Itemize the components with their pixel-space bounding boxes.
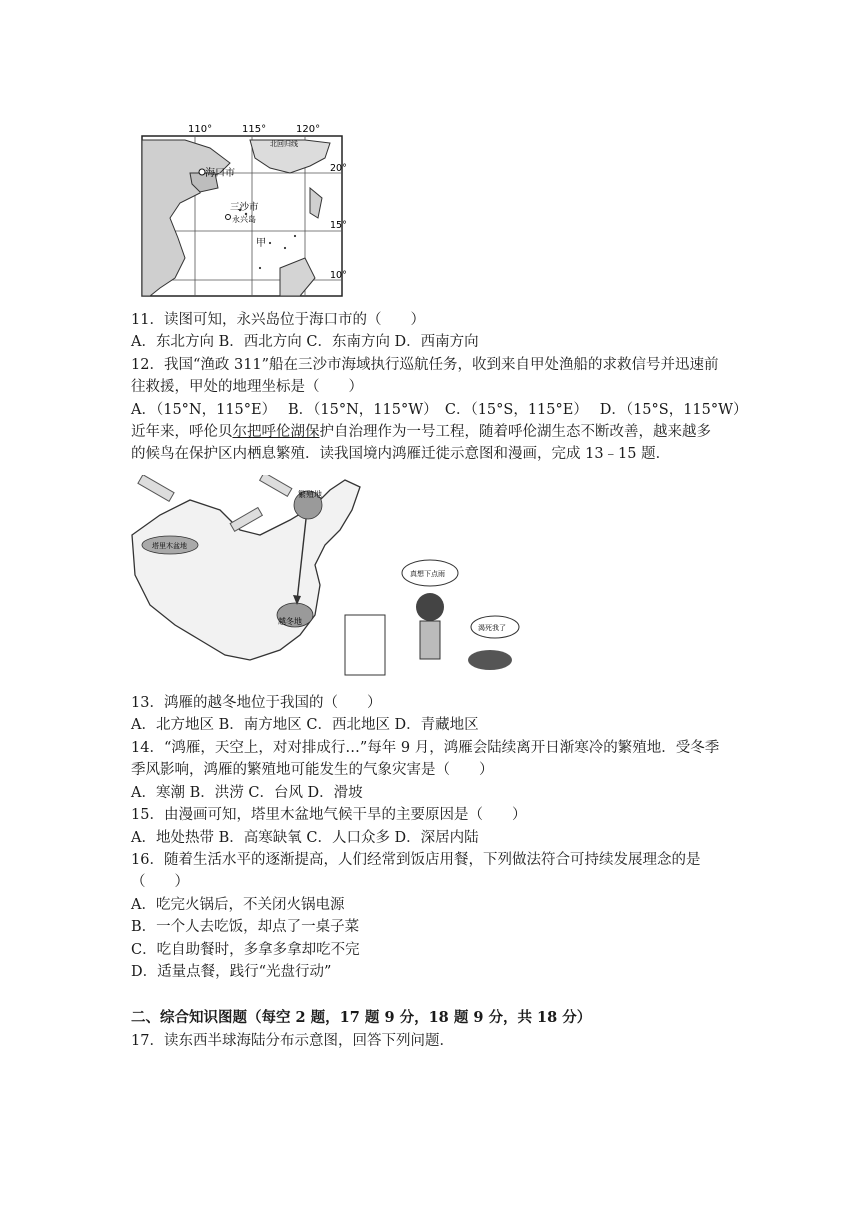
intro-text-b: 护自治理作为一号工程，随着呼伦湖生态不断改善，越来越多 xyxy=(319,424,711,440)
lat-label-15: 15° xyxy=(330,220,347,231)
bubble-2-text: 渴死我了 xyxy=(478,624,506,632)
lat-label-10: 10° xyxy=(330,270,347,281)
q17-stem: 17．读东西半球海陆分布示意图，回答下列问题． xyxy=(131,1033,454,1049)
lat-label-20: 20° xyxy=(330,163,347,174)
q14-stem-2: 季风影响，鸿雁的繁殖地可能发生的气象灾害是（ ） xyxy=(131,762,494,778)
q11-stem: 11．读图可知，永兴岛位于海口市的（ ） xyxy=(131,312,425,328)
q13-options: A．北方地区 B．南方地区 C．西北地区 D．青藏地区 xyxy=(131,717,479,733)
wintering-label: 越冬地 xyxy=(278,617,302,626)
lon-label-110: 110° xyxy=(188,124,213,135)
intro-text-a: 近年来，呼伦贝 xyxy=(131,424,233,440)
cartoon-lizard xyxy=(468,650,512,670)
q12-stem-2: 往救援，甲处的地理坐标是（ ） xyxy=(131,379,363,395)
section-2-heading: 二、综合知识图题（每空 2 题，17 题 9 分，18 题 9 分，共 18 分） xyxy=(131,1009,592,1026)
q16-option-a: A．吃完火锅后，不关闭火锅电源 xyxy=(131,897,345,913)
tarim-label: 塔里木盆地 xyxy=(152,542,187,550)
tropic-label: 北回归线 xyxy=(270,140,298,148)
q16-option-d: D．适量点餐，践行“光盘行动” xyxy=(131,964,332,980)
q15-options: A．地处热带 B．高寒缺氧 C．人口众多 D．深居内陆 xyxy=(131,830,479,846)
lon-label-120: 120° xyxy=(296,124,321,135)
q14-options: A．寒潮 B．洪涝 C．台风 D．滑坡 xyxy=(131,785,363,801)
bubble-1-text: 真想下点雨 xyxy=(410,570,445,578)
cartoon-figure-head xyxy=(416,593,444,621)
cartoon-figure-body xyxy=(420,621,440,659)
intro-line-1 xyxy=(131,422,751,442)
q12-stem-1: 12．我国“渔政 311”船在三沙市海域执行巡航任务，收到来自甲处渔船的求救信号并迅速前 xyxy=(131,357,719,373)
q11-options: A．东北方向 B．西北方向 C．东南方向 D．西南方向 xyxy=(131,334,479,350)
south-china-sea-map xyxy=(130,118,355,300)
intro-line-2: 的候鸟在保护区内栖息繁殖．读我国境内鸿雁迁徙示意图和漫画，完成 13﹣15 题． xyxy=(131,446,671,462)
intro-text-underlined: 尔把呼伦湖保 xyxy=(232,424,320,440)
haikou-label: 海口市 xyxy=(205,168,235,179)
q16-stem-2: （ ） xyxy=(131,874,189,890)
q13-stem: 13．鸿雁的越冬地位于我国的（ ） xyxy=(131,695,382,711)
yongxing-label: 永兴岛 xyxy=(232,215,256,224)
jia-label: 甲 xyxy=(256,238,266,249)
goose-migration-map xyxy=(130,475,520,685)
q16-option-c: C．吃自助餐时，多拿多拿却吃不完 xyxy=(131,942,360,958)
q15-stem: 15．由漫画可知，塔里木盆地气候干旱的主要原因是（ ） xyxy=(131,807,527,823)
lon-label-115: 115° xyxy=(242,124,267,135)
south-sea-inset xyxy=(345,615,385,675)
yongxing-marker xyxy=(226,215,231,220)
breeding-label: 繁殖地 xyxy=(298,490,322,499)
q16-stem-1: 16．随着生活水平的逐渐提高，人们经常到饭店用餐，下列做法符合可持续发展理念的是 xyxy=(131,852,701,868)
q14-stem-1: 14．“鸿雁，天空上，对对排成行…”每年 9 月，鸿雁会陆续离开日渐寒冷的繁殖地．受冬季 xyxy=(131,740,720,756)
q12-options: A．（15°N，115°E） B．（15°N，115°W） C．（15°S，115°E） D．（15°S，115°W） xyxy=(131,402,748,418)
q16-option-b: B．一个人去吃饭，却点了一桌子菜 xyxy=(131,919,360,935)
sansha-label: 三沙市 xyxy=(230,202,259,213)
